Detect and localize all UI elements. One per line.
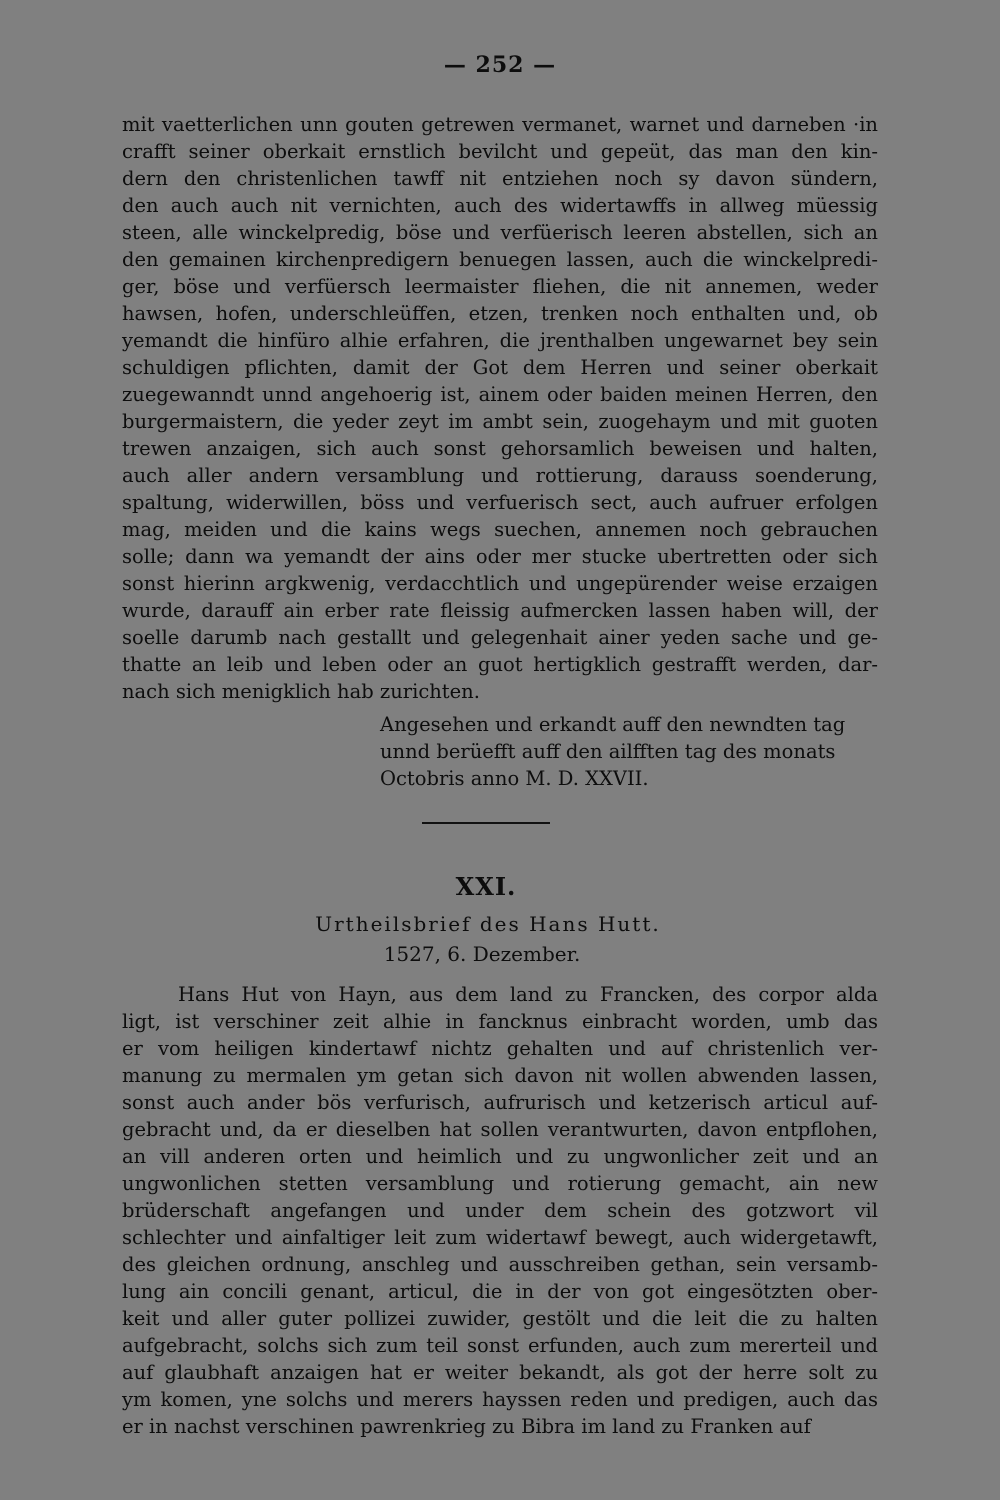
text-line: des gleichen ordnung, anschleg und ausschreiben gethan, sein versamb- — [122, 1253, 878, 1276]
text-line: schlechter und ainfaltiger leit zum widertawf bewegt, auch widergetawft, — [122, 1226, 878, 1249]
text-line: hawsen, hofen, underschleüffen, etzen, trenken noch enthalten und, ob — [122, 302, 878, 325]
text-line: nach sich menigklich hab zurichten. — [122, 680, 480, 703]
text-line: den gemainen kirchenpredigern benuegen lassen, auch die winckelpredi- — [122, 248, 878, 271]
section-title: Urtheilsbrief des Hans Hutt. — [315, 912, 661, 936]
text-line: crafft seiner oberkait ernstlich bevilcht und gepeüt, das man den kin- — [122, 140, 878, 163]
text-line: Angesehen und erkandt auff den newndten tag — [380, 713, 846, 736]
text-line: thatte an leib und leben oder an guot hertigklich gestrafft werden, dar- — [122, 653, 878, 676]
paragraph-judgment — [122, 981, 878, 1440]
text-line: auch aller andern versamblung und rottierung, darauss soenderung, — [122, 464, 878, 487]
text-line: sonst auch ander bös verfurisch, aufrurisch und ketzerisch articul auf- — [122, 1091, 878, 1114]
text-line: gebracht und, da er dieselben hat sollen verantwurten, davon entpflohen, — [122, 1118, 878, 1141]
text-line: trewen anzaigen, sich auch sonst gehorsamlich beweisen und halten, — [122, 437, 878, 460]
text-line: dern den christenlichen tawff nit entziehen noch sy davon sündern, — [122, 167, 878, 190]
text-line: Octobris anno M. D. XXVII. — [380, 767, 649, 790]
text-line: manung zu mermalen ym getan sich davon nit wollen abwenden lassen, — [122, 1064, 878, 1087]
text-line: mag, meiden und die kains wegs suechen, annemen noch gebrauchen — [122, 518, 878, 541]
dating-clause — [380, 711, 878, 792]
text-line: spaltung, widerwillen, böss und verfuerisch sect, auch aufruer erfolgen — [122, 491, 878, 514]
text-line: yemandt die hinfüro alhie erfahren, die jrenthalben ungewarnet bey sein — [122, 329, 878, 352]
text-line: ger, böse und verfüersch leermaister fliehen, die nit annemen, weder — [122, 275, 878, 298]
text-line: den auch auch nit vernichten, auch des widertawffs in allweg müessig — [122, 194, 878, 217]
text-line: auf glaubhaft anzaigen hat er weiter bekandt, als got der herre solt zu — [122, 1361, 878, 1384]
text-line: Hans Hut von Hayn, aus dem land zu Francken, des corpor alda — [178, 983, 878, 1006]
text-line: steen, alle winckelpredig, böse und verfüerisch leeren abstellen, sich an — [122, 221, 878, 244]
text-line: lung ain concili genant, articul, die in der von got eingesötzten ober- — [122, 1280, 878, 1303]
text-line: zuegewanndt unnd angehoerig ist, ainem oder baiden meinen Herren, den — [122, 383, 878, 406]
section-number: XXI. — [455, 872, 517, 901]
text-line: er vom heiligen kindertawf nichtz gehalten und auf christenlich ver- — [122, 1037, 878, 1060]
text-line: solle; dann wa yemandt der ains oder mer stucke ubertretten oder sich — [122, 545, 878, 568]
text-line: schuldigen pflichten, damit der Got dem Herren und seiner oberkait — [122, 356, 878, 379]
text-line: keit und aller guter pollizei zuwider, gestölt und die leit die zu halten — [122, 1307, 878, 1330]
section-divider — [422, 822, 550, 824]
text-line: sonst hierinn argkwenig, verdacchtlich und ungepürender weise erzaigen — [122, 572, 878, 595]
text-line: burgermaistern, die yeder zeyt im ambt sein, zuogehaym und mit guoten — [122, 410, 878, 433]
text-line: er in nachst verschinen pawrenkrieg zu Bibra im land zu Franken auf — [122, 1415, 811, 1438]
text-line: ligt, ist verschiner zeit alhie in fancknus einbracht worden, umb das — [122, 1010, 878, 1033]
text-line: wurde, darauff ain erber rate fleissig aufmercken lassen haben will, der — [122, 599, 878, 622]
text-line: unnd berüefft auff den ailfften tag des monats — [380, 740, 836, 763]
text-line: mit vaetterlichen unn gouten getrewen vermanet, warnet und darneben ·in — [122, 113, 878, 136]
paragraph-decree — [122, 111, 878, 705]
text-line: brüderschaft angefangen und under dem schein des gotzwort vil — [122, 1199, 878, 1222]
text-line: ungwonlichen stetten versamblung und rotierung gemacht, ain new — [122, 1172, 878, 1195]
text-line: soelle darumb nach gestallt und gelegenhait ainer yeden sache und ge- — [122, 626, 878, 649]
page-number: — 252 — — [443, 52, 557, 78]
section-date: 1527, 6. Dezember. — [383, 942, 581, 966]
text-line: ym komen, yne solchs und merers hayssen reden und predigen, auch das — [122, 1388, 878, 1411]
text-line: aufgebracht, solchs sich zum teil sonst erfunden, auch zum mererteil und — [122, 1334, 878, 1357]
text-line: an vill anderen orten und heimlich und zu ungwonlicher zeit und an — [122, 1145, 878, 1168]
